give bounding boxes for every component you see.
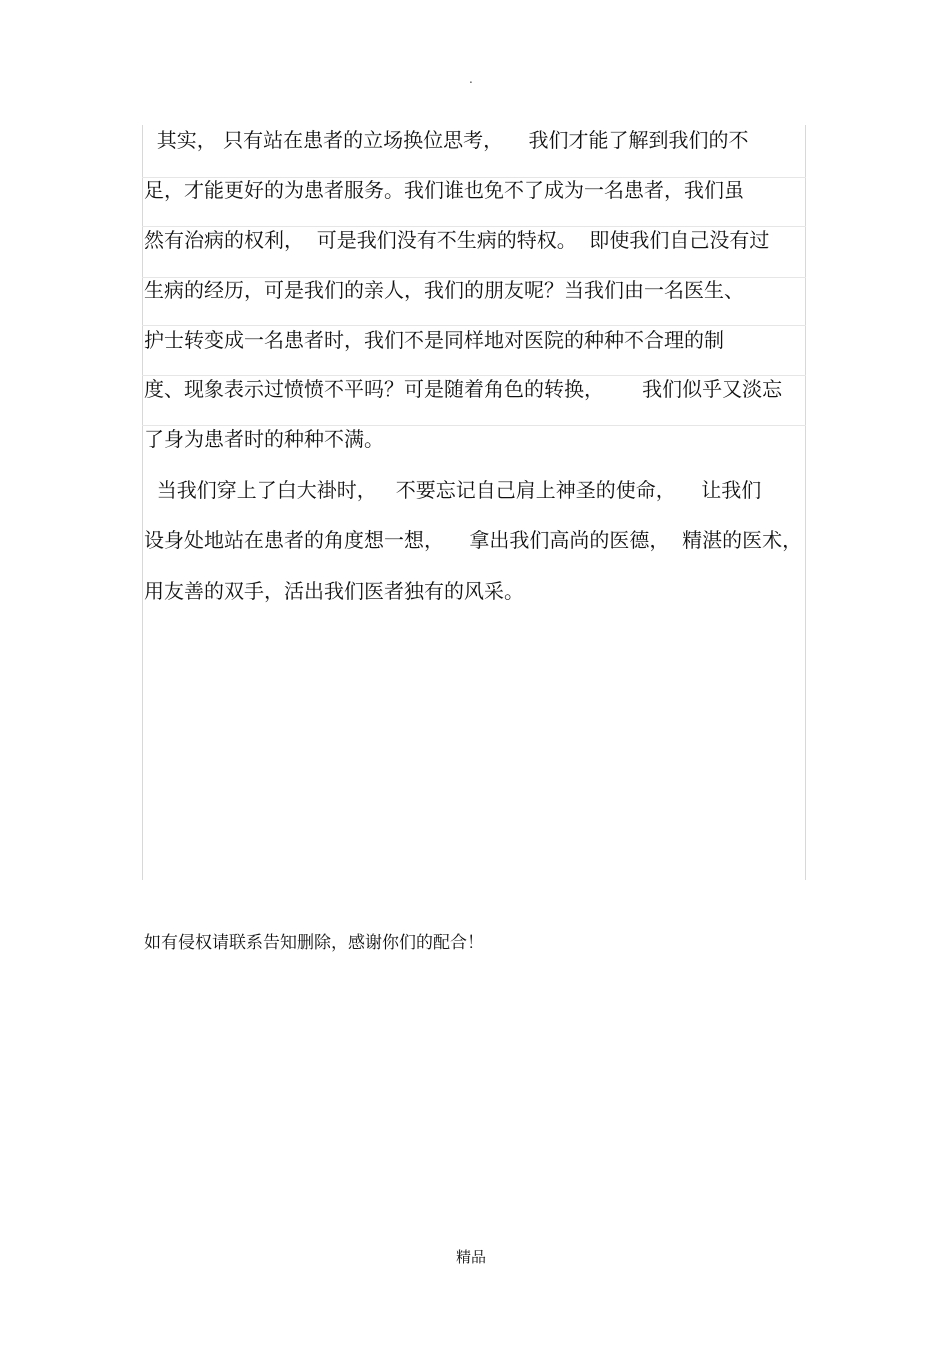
page-header-marker: . — [469, 72, 473, 86]
body-line: 用友善的双手，活出我们医者独有的风采。 — [144, 579, 524, 603]
body-line: 了身为患者时的种种不满。 — [144, 427, 384, 451]
body-line: 足，才能更好的为患者服务。我们谁也免不了成为一名患者，我们虽 — [144, 178, 744, 202]
copyright-footnote: 如有侵权请联系告知删除，感谢你们的配合！ — [144, 933, 484, 953]
frame-left-border — [142, 125, 143, 880]
body-line: 度、现象表示过愤愤不平吗？可是随着角色的转换， 我们似乎又淡忘 — [144, 377, 783, 401]
body-line: 设身处地站在患者的角度想一想， 拿出我们高尚的医德， 精湛的医术， — [144, 528, 803, 552]
frame-right-border — [805, 125, 806, 880]
body-line: 当我们穿上了白大褂时， 不要忘记自己肩上神圣的使命， 让我们 — [144, 478, 762, 502]
body-line: 其实， 只有站在患者的立场换位思考， 我们才能了解到我们的不 — [144, 128, 749, 152]
body-line: 然有治病的权利， 可是我们没有不生病的特权。 即使我们自己没有过 — [144, 228, 770, 252]
body-line: 生病的经历，可是我们的亲人，我们的朋友呢？当我们由一名医生、 — [144, 278, 744, 302]
body-line: 护士转变成一名患者时，我们不是同样地对医院的种种不合理的制 — [144, 328, 724, 352]
page-footer-label: 精品 — [456, 1248, 487, 1266]
